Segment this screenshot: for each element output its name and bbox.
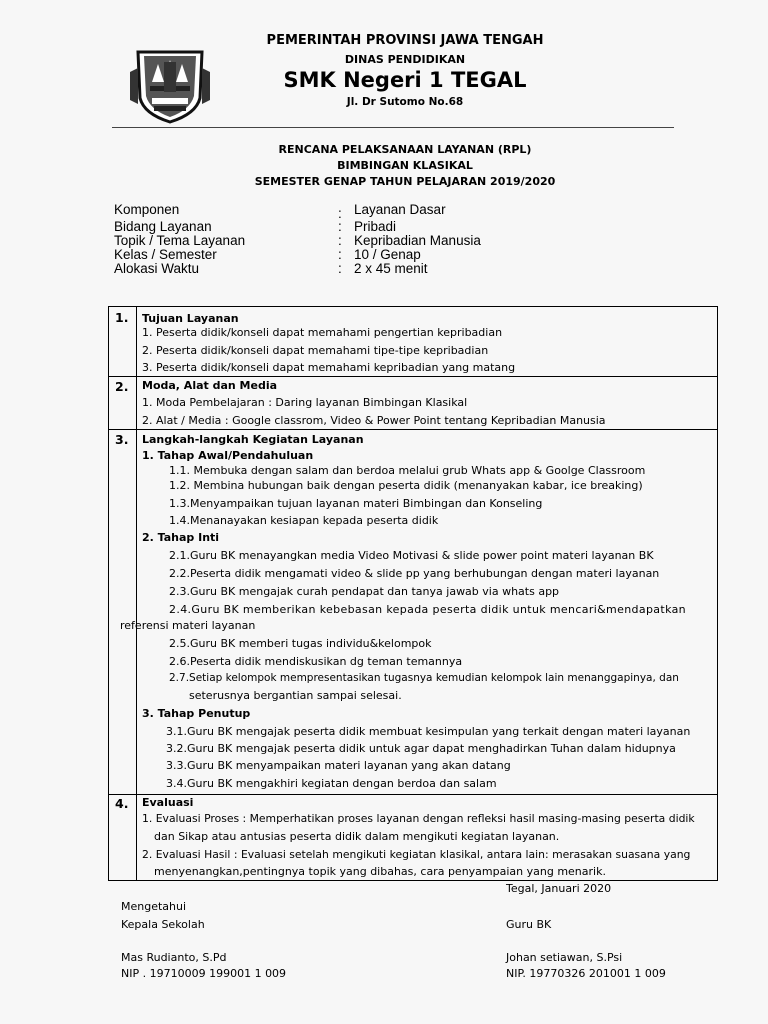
row-divider: [109, 794, 717, 795]
section-line: 2.6.Peserta didik mendiskusikan dg teman temannya: [169, 655, 463, 668]
section-number: 1.: [115, 310, 129, 325]
section-line: 2. Alat / Media : Google classrom, Video & Power Point tentang Kepribadian Manusia: [142, 414, 606, 427]
counselor-name: Johan setiawan, S.Psi: [506, 951, 623, 964]
section-line: 3.4.Guru BK mengakhiri kegiatan dengan berdoa dan salam: [166, 777, 497, 790]
info-separator: :: [338, 206, 342, 221]
info-label: Topik / Tema Layanan: [114, 233, 246, 248]
section-number: 3.: [115, 432, 129, 447]
document-semester: SEMESTER GENAP TAHUN PELAJARAN 2019/2020: [254, 175, 556, 188]
info-value: 10 / Genap: [354, 247, 421, 262]
school-address: Jl. Dr Sutomo No.68: [346, 96, 464, 108]
principal-name: Mas Rudianto, S.Pd: [121, 951, 227, 964]
section-line: 1.2. Membina hubungan baik dengan peserta didik (menanyakan kabar, ice breaking): [169, 479, 643, 492]
info-label: Komponen: [114, 202, 180, 217]
info-value: Layanan Dasar: [354, 202, 446, 217]
section-line: 1. Peserta didik/konseli dapat memahami pengertian kepribadian: [142, 326, 503, 339]
section-line: 1. Evaluasi Proses : Memperhatikan proses layanan dengan refleksi hasil masing-masing peserta didik: [142, 812, 695, 825]
section-line: 2.1.Guru BK menayangkan media Video Motivasi & slide power point materi layanan BK: [169, 549, 654, 562]
section-heading: Tujuan Layanan: [142, 312, 239, 325]
section-line: 2.7.Setiap kelompok mempresentasikan tugasnya kemudian kelompok lain menanggapinya, dan: [169, 672, 679, 684]
jawa-tengah-coat-of-arms-icon: [130, 42, 210, 124]
section-line: 1.3.Menyampaikan tujuan layanan materi Bimbingan dan Konseling: [169, 497, 543, 510]
section-line: 1.1. Membuka dengan salam dan berdoa melalui grub Whats app & Goolge Classroom: [169, 464, 646, 477]
principal-title: Kepala Sekolah: [121, 918, 205, 931]
section-heading: Moda, Alat dan Media: [142, 379, 278, 392]
section-line: 1.4.Menanayakan kesiapan kepada peserta didik: [169, 514, 439, 527]
section-line: 3.1.Guru BK mengajak peserta didik membuat kesimpulan yang terkait dengan materi layanan: [166, 725, 691, 738]
section-line: 1. Moda Pembelajaran : Daring layanan Bimbingan Klasikal: [142, 396, 468, 409]
row-divider: [109, 429, 717, 430]
school-name: SMK Negeri 1 TEGAL: [283, 68, 527, 92]
section-line: 2.5.Guru BK memberi tugas individu&kelompok: [169, 637, 432, 650]
info-separator: :: [338, 247, 342, 262]
section-heading: Evaluasi: [142, 796, 194, 809]
document-title: RENCANA PELAKSANAAN LAYANAN (RPL): [278, 143, 532, 156]
step-heading: 2. Tahap Inti: [142, 531, 220, 544]
info-value: Pribadi: [354, 219, 397, 234]
section-line: 2.3.Guru BK mengajak curah pendapat dan tanya jawab via whats app: [169, 585, 560, 598]
section-line: 2. Evaluasi Hasil : Evaluasi setelah mengikuti kegiatan klasikal, antara lain: merasakan suasana yang: [142, 848, 691, 861]
section-heading: Langkah-langkah Kegiatan Layanan: [142, 433, 364, 446]
info-label: Alokasi Waktu: [114, 261, 200, 276]
section-line: 3.2.Guru BK mengajak peserta didik untuk agar dapat menghadirkan Tuhan dalam hidupnya: [166, 742, 676, 755]
info-separator: :: [338, 233, 342, 248]
place-date: Tegal, Januari 2020: [506, 882, 612, 895]
counselor-title: Guru BK: [506, 918, 552, 931]
principal-nip: NIP . 19710009 199001 1 009: [121, 967, 287, 980]
document-subtitle: BIMBINGAN KLASIKAL: [337, 159, 473, 172]
info-value: Kepribadian Manusia: [354, 233, 481, 248]
government-name: PEMERINTAH PROVINSI JAWA TENGAH: [266, 33, 544, 48]
section-line: 2. Peserta didik/konseli dapat memahami tipe-tipe kepribadian: [142, 344, 489, 357]
section-line: seterusnya bergantian sampai selesai.: [189, 689, 402, 702]
department-name: DINAS PENDIDIKAN: [344, 53, 466, 66]
section-number: 2.: [115, 379, 129, 394]
step-heading: 3. Tahap Penutup: [142, 707, 251, 720]
section-line: 3. Peserta didik/konseli dapat memahami kepribadian yang matang: [142, 361, 516, 374]
header-divider: [112, 127, 674, 128]
counselor-nip: NIP. 19770326 201001 1 009: [506, 967, 666, 980]
section-number: 4.: [115, 796, 129, 811]
info-value: 2 x 45 menit: [354, 261, 428, 276]
section-line: 3.3.Guru BK menyampaikan materi layanan yang akan datang: [166, 759, 511, 772]
section-line: dan Sikap atau antusias peserta didik dalam mengikuti kegiatan layanan.: [154, 830, 560, 843]
rpl-table: [108, 306, 718, 881]
row-divider: [109, 376, 717, 377]
section-line: referensi materi layanan: [120, 619, 256, 632]
step-heading: 1. Tahap Awal/Pendahuluan: [142, 449, 314, 462]
info-separator: :: [338, 219, 342, 234]
section-line: 2.4.Guru BK memberikan kebebasan kepada peserta didik untuk mencari&mendapatkan: [169, 603, 687, 616]
info-label: Kelas / Semester: [114, 247, 217, 262]
acknowledged-label: Mengetahui: [121, 900, 187, 913]
section-line: menyenangkan,pentingnya topik yang dibahas, cara penyampaian yang menarik.: [154, 865, 606, 878]
info-label: Bidang Layanan: [114, 219, 212, 234]
info-separator: :: [338, 261, 342, 276]
section-line: 2.2.Peserta didik mengamati video & slide pp yang berhubungan dengan materi layanan: [169, 567, 660, 580]
